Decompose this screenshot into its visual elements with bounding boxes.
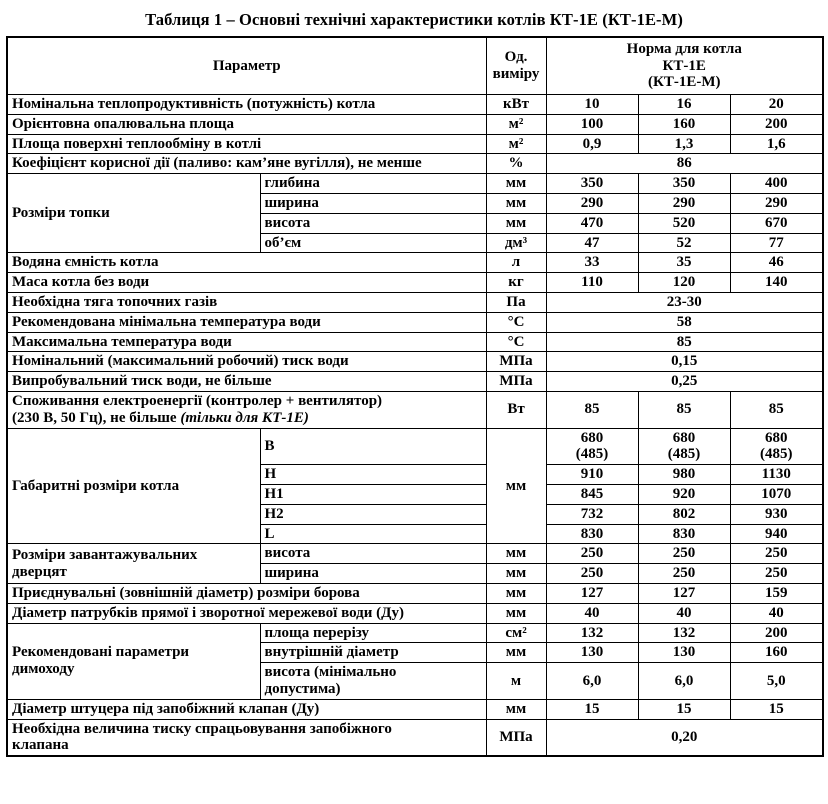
row-value-2: 980 [638, 465, 730, 485]
row-unit: м² [486, 114, 546, 134]
row-label: Приєднувальні (зовнішній діаметр) розміри борова [7, 583, 486, 603]
table-row [7, 719, 823, 756]
table-row [7, 603, 823, 623]
row-unit: °С [486, 312, 546, 332]
row-value-3: 160 [730, 643, 823, 663]
row-value-span: 23-30 [546, 292, 823, 312]
row-value-span: 0,20 [546, 719, 823, 756]
row-value-3: 5,0 [730, 663, 823, 700]
row-value-3: 85 [730, 391, 823, 428]
header-norm-line3: (КТ-1Е-М) [647, 74, 721, 91]
row-value-2 [638, 428, 730, 465]
row-sublabel: H1 [260, 484, 486, 504]
row-label-line2: дверцят [12, 563, 67, 580]
row-sublabel: об’єм [260, 233, 486, 253]
row-unit: °С [486, 332, 546, 352]
row-value-3-alt: (485) [760, 446, 793, 463]
row-value-2: 35 [638, 253, 730, 273]
row-value-2: 802 [638, 504, 730, 524]
row-value-1: 910 [546, 465, 638, 485]
row-value-2: 132 [638, 623, 730, 643]
row-value-2: 120 [638, 273, 730, 293]
row-value-3: 200 [730, 623, 823, 643]
row-unit: Вт [486, 391, 546, 428]
row-label: Рекомендована мінімальна температура води [7, 312, 486, 332]
table-row [7, 623, 823, 643]
row-value-3: 930 [730, 504, 823, 524]
table-row [7, 372, 823, 392]
row-value-2: 6,0 [638, 663, 730, 700]
row-unit: мм [486, 213, 546, 233]
row-label [7, 623, 260, 699]
row-label: Номінальний (максимальний робочий) тиск води [7, 352, 486, 372]
header-unit [486, 37, 546, 95]
row-value-3: 250 [730, 544, 823, 564]
row-unit: мм [486, 544, 546, 564]
row-label [7, 544, 260, 584]
row-value-3: 40 [730, 603, 823, 623]
row-value-1: 110 [546, 273, 638, 293]
header-parameter: Параметр [7, 37, 486, 95]
row-value-3: 940 [730, 524, 823, 544]
row-unit: Па [486, 292, 546, 312]
row-label-line2: димоходу [12, 661, 75, 678]
row-unit: МПа [486, 372, 546, 392]
row-value-2: 130 [638, 643, 730, 663]
row-value-span: 0,25 [546, 372, 823, 392]
row-value-1: 10 [546, 95, 638, 115]
row-value-2: 40 [638, 603, 730, 623]
row-value-3: 1070 [730, 484, 823, 504]
row-unit: м [486, 663, 546, 700]
table-row [7, 253, 823, 273]
row-unit: л [486, 253, 546, 273]
table-row [7, 312, 823, 332]
row-label [7, 719, 486, 756]
row-value-1: 250 [546, 564, 638, 584]
row-label: Розміри топки [7, 174, 260, 253]
row-sublabel: B [260, 428, 486, 465]
row-sublabel: площа перерізу [260, 623, 486, 643]
row-value-1: 130 [546, 643, 638, 663]
row-value-3: 200 [730, 114, 823, 134]
table-row [7, 174, 823, 194]
row-unit: % [486, 154, 546, 174]
row-value-3: 290 [730, 193, 823, 213]
row-value-1: 15 [546, 699, 638, 719]
row-label: Площа поверхні теплообміну в котлі [7, 134, 486, 154]
row-value-1: 6,0 [546, 663, 638, 700]
row-value-span: 0,15 [546, 352, 823, 372]
row-unit: мм [486, 193, 546, 213]
row-value-3: 15 [730, 699, 823, 719]
row-value-2: 250 [638, 564, 730, 584]
row-unit: мм [486, 428, 546, 544]
row-unit: мм [486, 603, 546, 623]
row-label: Габаритні розміри котла [7, 428, 260, 544]
row-value-2: 52 [638, 233, 730, 253]
row-value-1: 85 [546, 391, 638, 428]
row-value-2: 127 [638, 583, 730, 603]
row-label-line1: Розміри завантажувальних [12, 546, 198, 563]
row-value-3: 140 [730, 273, 823, 293]
table-row [7, 544, 823, 564]
row-value-1 [546, 428, 638, 465]
row-value-1: 290 [546, 193, 638, 213]
row-value-1: 830 [546, 524, 638, 544]
table-row [7, 391, 823, 428]
row-sublabel: H2 [260, 504, 486, 524]
row-unit: мм [486, 643, 546, 663]
row-label: Орієнтовна опалювальна площа [7, 114, 486, 134]
row-value-span: 86 [546, 154, 823, 174]
row-value-3: 1130 [730, 465, 823, 485]
row-value-2-alt: (485) [667, 446, 701, 463]
row-sublabel: ширина [260, 564, 486, 584]
row-sublabel: внутрішній діаметр [260, 643, 486, 663]
row-value-span: 58 [546, 312, 823, 332]
row-unit: кг [486, 273, 546, 293]
row-label: Водяна ємність котла [7, 253, 486, 273]
row-label-line2-plain: (230 В, 50 Гц), не більше [12, 409, 181, 426]
row-label: Номінальна теплопродуктивність (потужність) котла [7, 95, 486, 115]
row-value-2: 250 [638, 544, 730, 564]
row-sublabel: L [260, 524, 486, 544]
row-value-1: 33 [546, 253, 638, 273]
row-value-1: 250 [546, 544, 638, 564]
row-value-2: 1,3 [638, 134, 730, 154]
row-label-line1: Необхідна величина тиску спрацьовування запобіжного [12, 720, 392, 737]
row-value-3: 1,6 [730, 134, 823, 154]
table-caption: Таблиця 1 – Основні технічні характеристики котлів КТ-1Е (КТ-1Е-М) [145, 10, 683, 29]
row-sublabel: висота [260, 213, 486, 233]
row-label-line2 [12, 410, 482, 427]
row-value-2: 16 [638, 95, 730, 115]
row-sublabel-line2: допустима) [264, 680, 341, 697]
row-sublabel: H [260, 465, 486, 485]
row-unit: дм³ [486, 233, 546, 253]
row-sublabel: глибина [260, 174, 486, 194]
table-row [7, 352, 823, 372]
row-label-line1: Рекомендовані параметри [12, 644, 190, 661]
row-label: Діаметр штуцера під запобіжний клапан (Ду) [7, 699, 486, 719]
row-unit: мм [486, 564, 546, 584]
row-value-1: 732 [546, 504, 638, 524]
row-value-2: 160 [638, 114, 730, 134]
row-sublabel [260, 663, 486, 700]
row-value-3: 46 [730, 253, 823, 273]
table-row [7, 428, 823, 465]
row-value-2: 520 [638, 213, 730, 233]
row-value-1: 40 [546, 603, 638, 623]
row-value-2: 290 [638, 193, 730, 213]
row-value-1: 470 [546, 213, 638, 233]
row-unit: кВт [486, 95, 546, 115]
row-label-line1: Споживання електроенергії (контролер + вентилятор) [12, 392, 383, 409]
row-value-3 [730, 428, 823, 465]
row-label: Випробувальний тиск води, не більше [7, 372, 486, 392]
row-unit: МПа [486, 352, 546, 372]
row-value-2: 350 [638, 174, 730, 194]
row-unit: мм [486, 583, 546, 603]
table-row [7, 114, 823, 134]
row-value-2-main: 680 [672, 429, 696, 446]
table-header-row [7, 37, 823, 95]
row-value-1: 0,9 [546, 134, 638, 154]
row-value-2: 920 [638, 484, 730, 504]
row-value-1: 350 [546, 174, 638, 194]
row-value-3: 77 [730, 233, 823, 253]
header-norm-line1: Норма для котла [626, 40, 742, 57]
table-header [7, 37, 823, 95]
table-row [7, 95, 823, 115]
row-label: Маса котла без води [7, 273, 486, 293]
table-row [7, 273, 823, 293]
table-row [7, 699, 823, 719]
row-value-span: 85 [546, 332, 823, 352]
row-unit: м² [486, 134, 546, 154]
row-value-3: 20 [730, 95, 823, 115]
row-value-1: 47 [546, 233, 638, 253]
row-value-3: 159 [730, 583, 823, 603]
header-unit-line1: Од. виміру [492, 49, 540, 82]
row-label: Діаметр патрубків прямої і зворотної мережевої води (Ду) [7, 603, 486, 623]
row-unit: мм [486, 699, 546, 719]
row-sublabel: висота [260, 544, 486, 564]
table-row [7, 332, 823, 352]
row-value-1-alt: (485) [575, 446, 609, 463]
row-sublabel: ширина [260, 193, 486, 213]
row-value-2: 85 [638, 391, 730, 428]
table-row [7, 154, 823, 174]
row-value-1: 845 [546, 484, 638, 504]
row-label: Максимальна температура води [7, 332, 486, 352]
table-body [7, 95, 823, 757]
table-row [7, 583, 823, 603]
technical-specs-table [6, 36, 824, 757]
row-value-1: 127 [546, 583, 638, 603]
header-norm-line2: КТ-1Е [662, 57, 706, 74]
row-unit: мм [486, 174, 546, 194]
header-norm [546, 37, 823, 95]
row-value-1: 100 [546, 114, 638, 134]
row-value-3: 400 [730, 174, 823, 194]
row-unit: см² [486, 623, 546, 643]
row-value-1-main: 680 [580, 429, 604, 446]
row-label: Коефіцієнт корисної дії (паливо: кам’яне вугілля), не менше [7, 154, 486, 174]
row-value-3: 670 [730, 213, 823, 233]
row-value-2: 830 [638, 524, 730, 544]
row-label-line2-italic: (тільки для КТ-1Е) [180, 409, 309, 426]
row-label [7, 391, 486, 428]
row-value-3-main: 680 [765, 429, 788, 446]
row-unit: МПа [486, 719, 546, 756]
row-sublabel-line1: висота (мінімально [264, 664, 397, 681]
row-value-3: 250 [730, 564, 823, 584]
table-row [7, 292, 823, 312]
row-value-1: 132 [546, 623, 638, 643]
row-label-line2: клапана [12, 737, 69, 754]
row-label: Необхідна тяга топочних газів [7, 292, 486, 312]
table-row [7, 134, 823, 154]
row-value-2: 15 [638, 699, 730, 719]
